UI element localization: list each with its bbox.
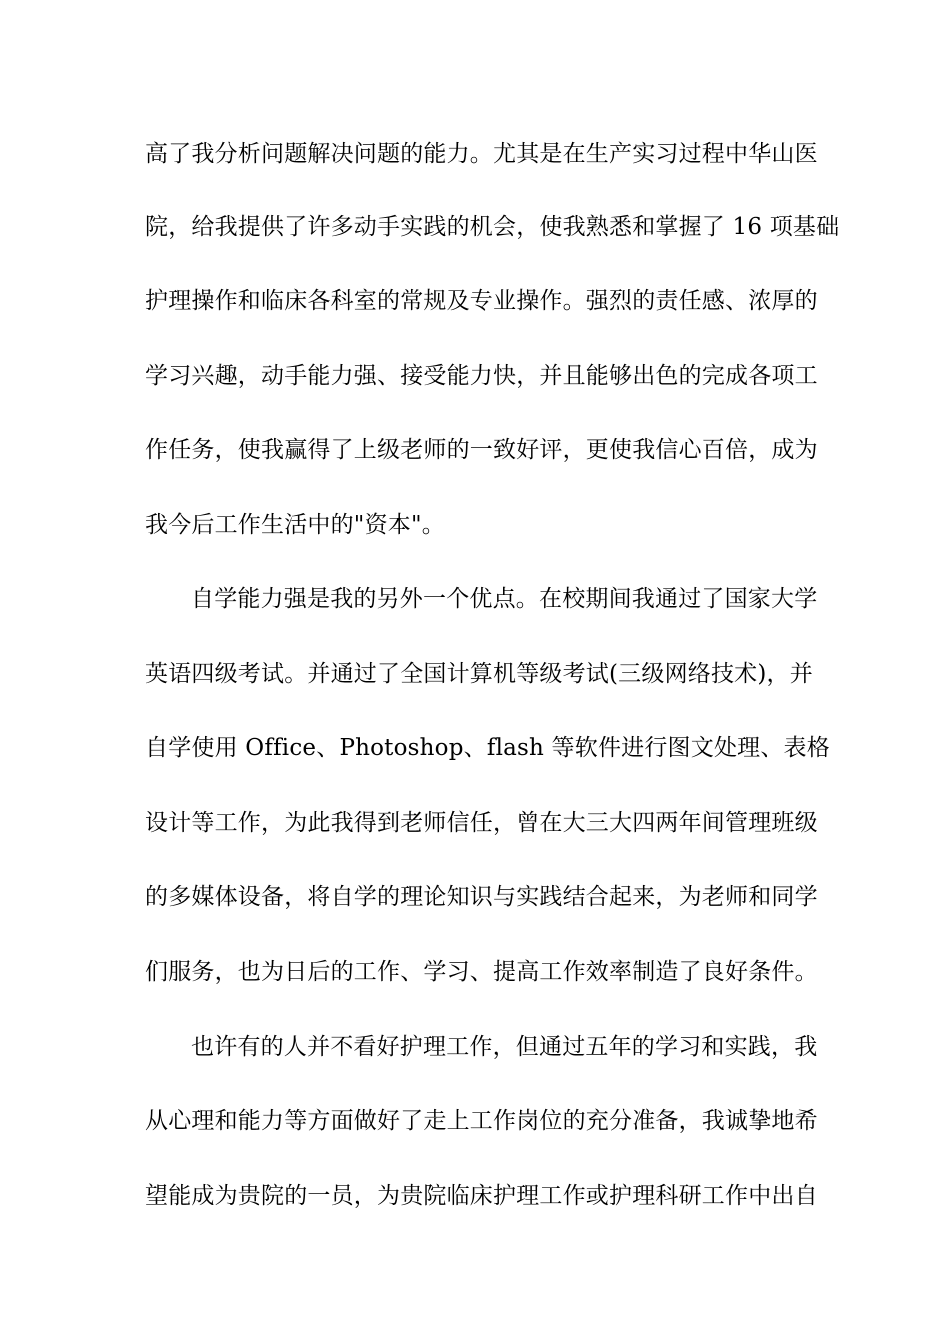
- paragraph-line: 也许有的人并不看好护理工作，但通过五年的学习和实践，我: [191, 1034, 818, 1060]
- paragraph-line: 设计等工作，为此我得到老师信任，曾在大三大四两年间管理班级: [145, 810, 818, 836]
- paragraph-line: 的多媒体设备，将自学的理论知识与实践结合起来，为老师和同学: [145, 884, 818, 910]
- paragraph-line: 自学能力强是我的另外一个优点。在校期间我通过了国家大学: [191, 586, 818, 612]
- paragraph-line: 作任务，使我赢得了上级老师的一致好评，更使我信心百倍，成为: [145, 437, 818, 463]
- paragraph-line: 自学使用 Office、Photoshop、flash 等软件进行图文处理、表格: [145, 735, 830, 761]
- paragraph-line: 我今后工作生活中的"资本"。: [145, 512, 445, 538]
- paragraph-line: 英语四级考试。并通过了全国计算机等级考试(三级网络技术)，并: [145, 661, 813, 687]
- paragraph-line: 护理操作和临床各科室的常规及专业操作。强烈的责任感、浓厚的: [145, 288, 818, 314]
- paragraph-line: 们服务，也为日后的工作、学习、提高工作效率制造了良好条件。: [145, 959, 818, 985]
- paragraph-line: 院，给我提供了许多动手实践的机会，使我熟悉和掌握了 16 项基础: [145, 214, 840, 240]
- paragraph-line: 望能成为贵院的一员，为贵院临床护理工作或护理科研工作中出自: [145, 1183, 818, 1209]
- paragraph-line: 从心理和能力等方面做好了走上工作岗位的充分准备，我诚挚地希: [145, 1108, 818, 1134]
- paragraph-line: 高了我分析问题解决问题的能力。尤其是在生产实习过程中华山医: [145, 141, 818, 167]
- paragraph-line: 学习兴趣，动手能力强、接受能力快，并且能够出色的完成各项工: [145, 363, 818, 389]
